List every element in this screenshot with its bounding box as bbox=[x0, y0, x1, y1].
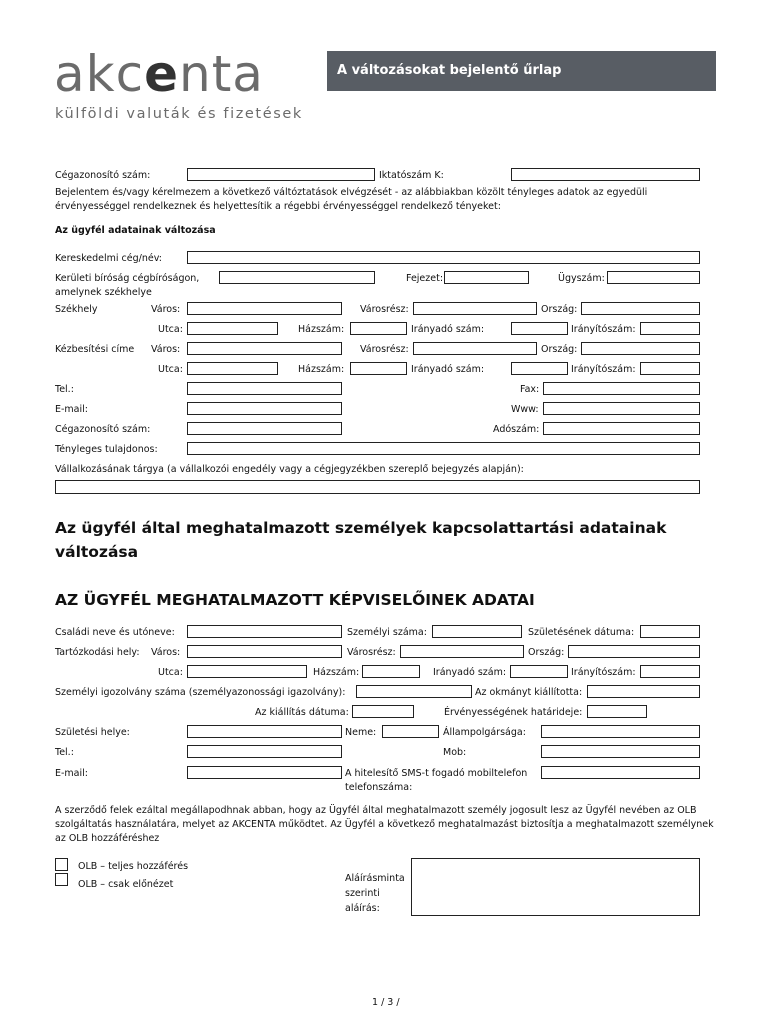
seat-country-input[interactable] bbox=[581, 302, 700, 315]
rep-direction-input[interactable] bbox=[510, 665, 568, 678]
label-rep-name: Családi neve és utóneve: bbox=[55, 627, 175, 638]
label-activity: Vállalkozásának tárgya (a vállalkozói engedély vagy a cégjegyzékben szereplő bejegyzés alapján): bbox=[55, 464, 524, 475]
label-rep-zip: Irányítószám: bbox=[571, 667, 636, 678]
label-rep-residence: Tartózkodási hely: bbox=[55, 647, 140, 658]
label-delivery-direction: Irányadó szám: bbox=[411, 364, 485, 375]
label-seat-city: Város: bbox=[151, 304, 181, 315]
label-rep-personal-no: Személyi száma: bbox=[347, 627, 427, 638]
rep-issuer-input[interactable] bbox=[587, 685, 700, 698]
label-owner: Tényleges tulajdonos: bbox=[55, 444, 158, 455]
label-fax: Fax: bbox=[520, 384, 540, 395]
tel-input[interactable] bbox=[187, 382, 342, 395]
activity-input[interactable] bbox=[55, 480, 700, 494]
label-delivery-district: Városrész: bbox=[360, 344, 409, 355]
chapter-input[interactable] bbox=[444, 271, 529, 284]
label-chapter: Fejezet: bbox=[406, 273, 444, 284]
reps-heading: AZ ÜGYFÉL MEGHATALMAZOTT KÉPVISELŐINEK ADATAI bbox=[55, 591, 535, 609]
label-seat-street: Utca: bbox=[158, 324, 183, 335]
rep-tel-input[interactable] bbox=[187, 745, 342, 758]
logo-part-1: akc bbox=[54, 45, 145, 103]
company-id-input[interactable] bbox=[187, 168, 375, 181]
label-rep-issuer: Az okmányt kiállította: bbox=[475, 687, 583, 698]
label-filing-no: Iktatószám K: bbox=[379, 170, 444, 181]
label-rep-direction: Irányadó szám: bbox=[433, 667, 507, 678]
label-rep-country: Ország: bbox=[528, 647, 565, 658]
case-no-input[interactable] bbox=[607, 271, 700, 284]
seat-street-input[interactable] bbox=[187, 322, 278, 335]
client-section-title: Az ügyfél adatainak változása bbox=[55, 225, 216, 236]
logo-part-2: e bbox=[144, 45, 180, 103]
label-company-id-2: Cégazonosító szám: bbox=[55, 424, 151, 435]
label-delivery-city: Város: bbox=[151, 344, 181, 355]
contacts-heading: Az ügyfél által meghatalmazott személyek kapcsolattartási adatainak változása bbox=[55, 519, 667, 561]
rep-birth-date-input[interactable] bbox=[640, 625, 700, 638]
label-delivery-zip: Irányítószám: bbox=[571, 364, 636, 375]
label-seat-direction: Irányadó szám: bbox=[411, 324, 485, 335]
label-court-2: amelynek székhelye bbox=[55, 287, 152, 298]
delivery-country-input[interactable] bbox=[581, 342, 700, 355]
label-company-id: Cégazonosító szám: bbox=[55, 170, 151, 181]
www-input[interactable] bbox=[543, 402, 700, 415]
label-delivery-street: Utca: bbox=[158, 364, 183, 375]
label-delivery-country: Ország: bbox=[541, 344, 578, 355]
delivery-direction-input[interactable] bbox=[511, 362, 568, 375]
label-rep-email: E-mail: bbox=[55, 768, 88, 779]
logo-part-3: nta bbox=[179, 45, 264, 103]
label-rep-birth-place: Születési helye: bbox=[55, 727, 130, 738]
agreement-text: A szerződő felek ezáltal megállapodhnak abban, hogy az Ügyfél által meghatalmazott személy jogosult lesz az Ügyfél nevében az OLB szolgáltatás használatára, melyet az AKCENTA működtet. Az Ügyfél a következő meghatalmazást biztosítja a meghatalmazott személynek az OLB hozzáféréshez bbox=[55, 805, 714, 844]
label-rep-sms-1: A hitelesítő SMS-t fogadó mobiltelefon bbox=[345, 768, 528, 779]
seat-city-input[interactable] bbox=[187, 302, 342, 315]
label-rep-house: Házszám: bbox=[313, 667, 360, 678]
label-delivery: Kézbesítési címe bbox=[55, 344, 135, 355]
owner-input[interactable] bbox=[187, 442, 700, 455]
rep-zip-input[interactable] bbox=[640, 665, 700, 678]
rep-sms-input[interactable] bbox=[541, 766, 700, 779]
court-input[interactable] bbox=[219, 271, 375, 284]
delivery-zip-input[interactable] bbox=[640, 362, 700, 375]
label-rep-city: Város: bbox=[151, 647, 181, 658]
email-input[interactable] bbox=[187, 402, 342, 415]
rep-mob-input[interactable] bbox=[541, 745, 700, 758]
label-rep-validity: Érvényességének határideje: bbox=[444, 707, 583, 718]
label-case-no: Ügyszám: bbox=[558, 273, 605, 284]
rep-country-input[interactable] bbox=[568, 645, 700, 658]
signature-label-2: szerinti bbox=[345, 888, 380, 899]
label-rep-issue-date: Az kiállítás dátuma: bbox=[255, 707, 349, 718]
label-trade-name: Kereskedelmi cég/név: bbox=[55, 253, 162, 264]
label-rep-id-card: Személyi igozolvány száma (személyazonossági igazolvány): bbox=[55, 687, 346, 698]
seat-district-input[interactable] bbox=[413, 302, 537, 315]
rep-id-card-input[interactable] bbox=[356, 685, 472, 698]
label-rep-district: Városrész: bbox=[347, 647, 396, 658]
signature-box[interactable] bbox=[411, 858, 700, 916]
label-delivery-house: Házszám: bbox=[298, 364, 345, 375]
rep-street-input[interactable] bbox=[187, 665, 307, 678]
label-tax-no: Adószám: bbox=[493, 424, 540, 435]
label-seat-country: Ország: bbox=[541, 304, 578, 315]
rep-city-input[interactable] bbox=[187, 645, 342, 658]
rep-house-input[interactable] bbox=[362, 665, 420, 678]
company-id-2-input[interactable] bbox=[187, 422, 342, 435]
label-seat: Székhely bbox=[55, 304, 98, 315]
trade-name-input[interactable] bbox=[187, 251, 700, 264]
label-rep-street: Utca: bbox=[158, 667, 183, 678]
delivery-street-input[interactable] bbox=[187, 362, 278, 375]
olb-full-checkbox[interactable] bbox=[55, 858, 68, 871]
olb-view-checkbox[interactable] bbox=[55, 873, 68, 886]
label-rep-tel: Tel.: bbox=[55, 747, 74, 758]
label-www: Www: bbox=[511, 404, 539, 415]
delivery-district-input[interactable] bbox=[413, 342, 537, 355]
rep-issue-date-input[interactable] bbox=[352, 705, 414, 718]
label-tel: Tel.: bbox=[55, 384, 74, 395]
label-rep-mob: Mob: bbox=[443, 747, 467, 758]
rep-district-input[interactable] bbox=[400, 645, 524, 658]
filing-no-input[interactable] bbox=[511, 168, 700, 181]
rep-personal-no-input[interactable] bbox=[432, 625, 522, 638]
label-rep-sms-2: telefonszáma: bbox=[345, 782, 413, 793]
rep-email-input[interactable] bbox=[187, 766, 342, 779]
label-seat-zip: Irányítószám: bbox=[571, 324, 636, 335]
label-court-1: Kerületi bíróság cégbíróságon, bbox=[55, 273, 200, 284]
akcenta-logo bbox=[54, 44, 264, 104]
rep-validity-input[interactable] bbox=[587, 705, 647, 718]
fax-input[interactable] bbox=[543, 382, 700, 395]
olb-full-label: OLB – teljes hozzáférés bbox=[78, 861, 189, 872]
label-email: E-mail: bbox=[55, 404, 88, 415]
tax-no-input[interactable] bbox=[543, 422, 700, 435]
form-title: A változásokat bejelentő űrlap bbox=[337, 63, 562, 78]
seat-direction-input[interactable] bbox=[511, 322, 568, 335]
rep-gender-input[interactable] bbox=[382, 725, 439, 738]
delivery-city-input[interactable] bbox=[187, 342, 342, 355]
declaration-text: Bejelentem és/vagy kérelmezem a következő váltóztatások elvégzését - az alábbiakban közölt tényleges adatok az egyedüli érvényességgel rendelkeznek és helyettesítik a régebbi érvényességgel rendelkező tényeket: bbox=[55, 187, 648, 212]
seat-house-input[interactable] bbox=[350, 322, 407, 335]
form-title-banner bbox=[327, 51, 716, 91]
signature-label-1: Aláírásminta bbox=[345, 873, 405, 884]
label-seat-district: Városrész: bbox=[360, 304, 409, 315]
olb-view-label: OLB – csak előnézet bbox=[78, 879, 174, 890]
page-number: 1 / 3 / bbox=[372, 997, 400, 1008]
rep-name-input[interactable] bbox=[187, 625, 342, 638]
label-seat-house: Házszám: bbox=[298, 324, 345, 335]
label-rep-gender: Neme: bbox=[345, 727, 377, 738]
logo-tagline: külföldi valuták és fizetések bbox=[55, 106, 303, 122]
delivery-house-input[interactable] bbox=[350, 362, 407, 375]
label-rep-citizenship: Állampolgársága: bbox=[443, 727, 526, 738]
rep-citizenship-input[interactable] bbox=[541, 725, 700, 738]
label-rep-birth-date: Születésének dátuma: bbox=[528, 627, 635, 638]
signature-label-3: aláírás: bbox=[345, 903, 380, 914]
rep-birth-place-input[interactable] bbox=[187, 725, 342, 738]
seat-zip-input[interactable] bbox=[640, 322, 700, 335]
